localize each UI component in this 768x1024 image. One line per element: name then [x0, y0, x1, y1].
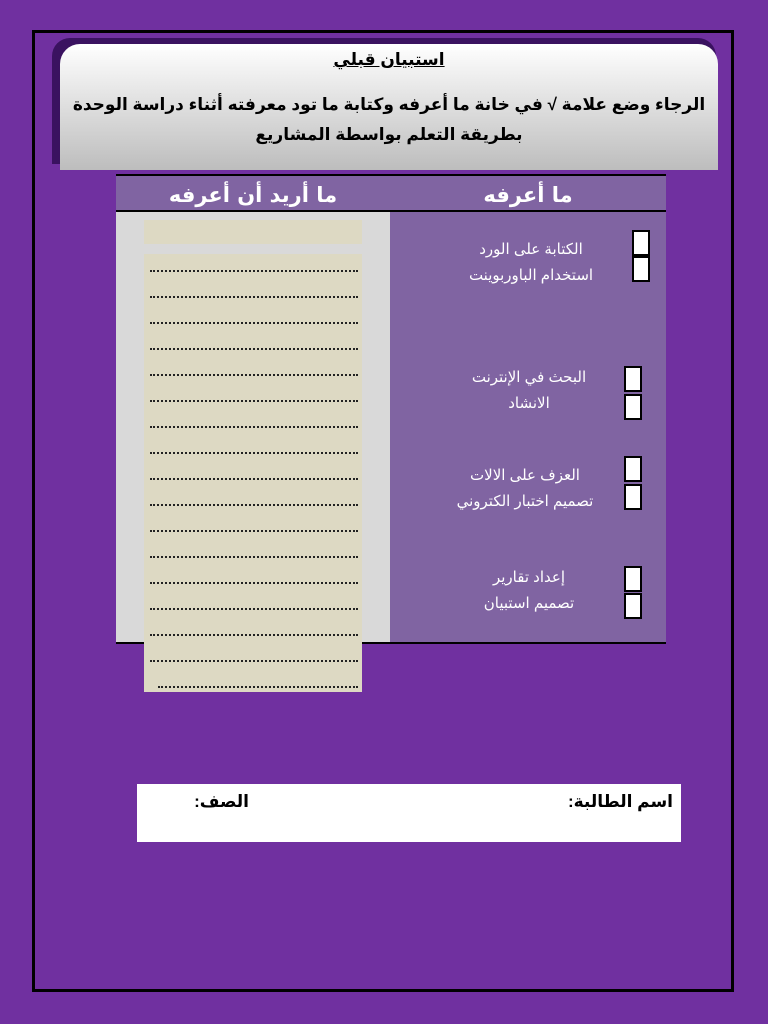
class-label: الصف:: [194, 792, 249, 811]
checkbox-chanting[interactable]: [624, 394, 642, 420]
item-label-word-writing: الكتابة على الورد: [479, 241, 583, 258]
item-label-survey-design: تصميم استبيان: [483, 595, 575, 612]
writing-line[interactable]: [150, 400, 358, 402]
student-info-box: [137, 784, 681, 842]
writing-line[interactable]: [150, 504, 358, 506]
item-label-reports: إعداد تقارير: [492, 569, 566, 586]
item-label-chanting: الانشاد: [508, 395, 550, 412]
writing-line[interactable]: [150, 270, 358, 272]
questionnaire-instructions: الرجاء وضع علامة √ في خانة ما أعرفه وكتابة ما تود معرفته أثناء دراسة الوحدة بطريقة التعلم بواسطة المشاريع: [72, 95, 706, 144]
writing-line[interactable]: [150, 582, 358, 584]
writing-line[interactable]: [150, 322, 358, 324]
checkbox-e-test-design[interactable]: [624, 484, 642, 510]
writing-line[interactable]: [150, 530, 358, 532]
checkbox-survey-design[interactable]: [624, 593, 642, 619]
questionnaire-header: [60, 44, 718, 170]
writing-line[interactable]: [150, 452, 358, 454]
checkbox-reports[interactable]: [624, 566, 642, 592]
writing-line[interactable]: [150, 478, 358, 480]
table-header-row: [116, 174, 666, 212]
questionnaire-title: استبيان قبلي: [333, 50, 445, 69]
item-label-internet-search: البحث في الإنترنت: [471, 369, 587, 386]
writing-line[interactable]: [150, 296, 358, 298]
writing-line[interactable]: [150, 556, 358, 558]
writing-line[interactable]: [150, 348, 358, 350]
writing-line[interactable]: [150, 374, 358, 376]
writing-line[interactable]: [150, 426, 358, 428]
writing-line[interactable]: [150, 634, 358, 636]
item-label-powerpoint: استخدام الباوربوينت: [468, 267, 594, 284]
checkbox-instruments[interactable]: [624, 456, 642, 482]
column-header-know: ما أعرفه: [483, 183, 573, 207]
checkbox-powerpoint[interactable]: [632, 256, 650, 282]
writing-line[interactable]: [150, 660, 358, 662]
item-label-e-test-design: تصميم اختبار الكتروني: [456, 493, 594, 510]
item-label-instruments: العزف على الالات: [470, 467, 580, 484]
answer-top-field[interactable]: [144, 220, 362, 244]
checkbox-internet-search[interactable]: [624, 366, 642, 392]
checkbox-word-writing[interactable]: [632, 230, 650, 256]
column-header-want: ما أريد أن أعرفه: [168, 183, 338, 207]
student-name-label: اسم الطالبة:: [567, 792, 673, 811]
answer-writing-lines[interactable]: [144, 254, 362, 692]
writing-line[interactable]: [158, 686, 358, 688]
writing-line[interactable]: [150, 608, 358, 610]
